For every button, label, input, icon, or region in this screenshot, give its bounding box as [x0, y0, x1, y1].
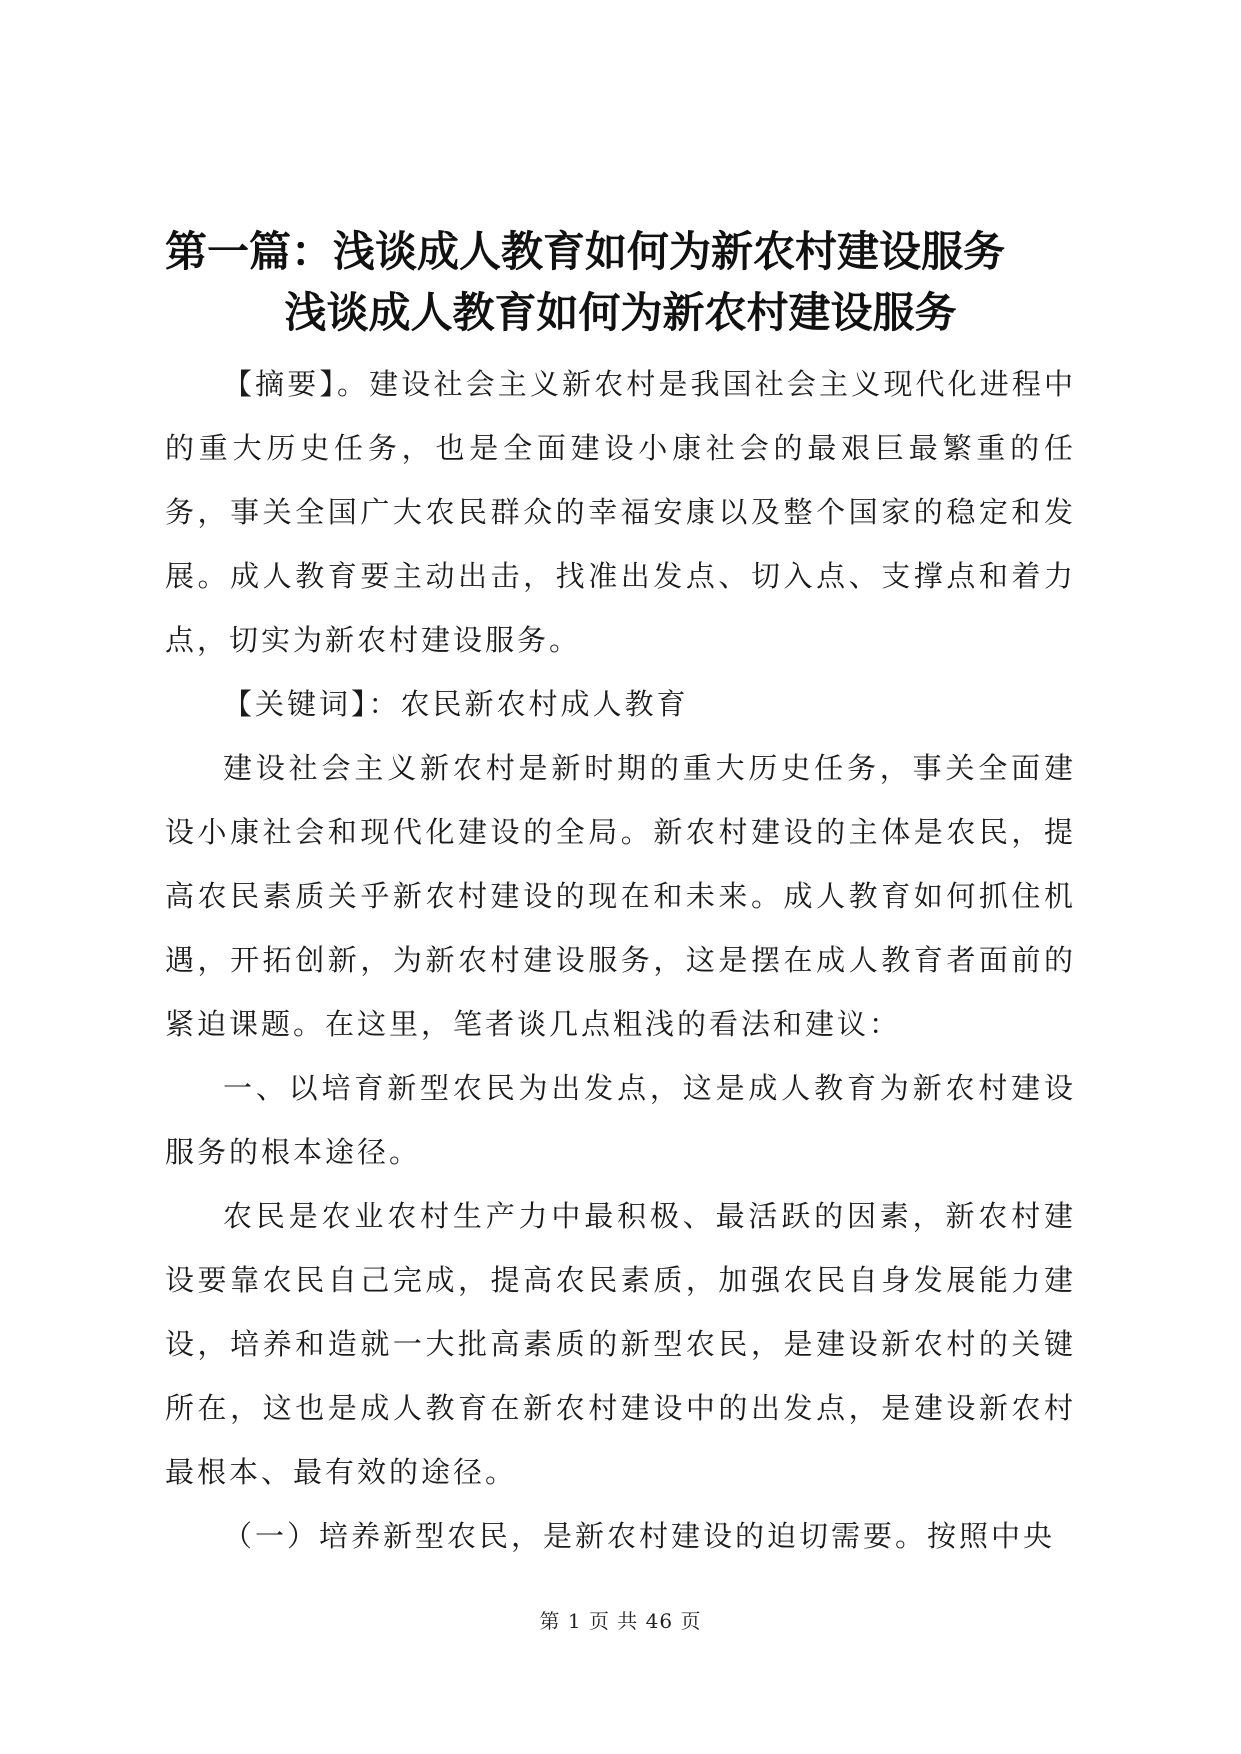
document-body: [165, 352, 1076, 1568]
abstract-paragraph: 【摘要】。建设社会主义新农村是我国社会主义现代化进程中的重大历史任务，也是全面建设小康社会的最艰巨最繁重的任务，事关全国广大农民群众的幸福安康以及整个国家的稳定和发展。成人教育要主动出击，找准出发点、切入点、支撑点和着力点，切实为新农村建设服务。: [165, 367, 1076, 657]
subsection-paragraph: （一）培养新型农民，是新农村建设的迫切需要。按照中央: [223, 1519, 1056, 1553]
body-paragraph: 建设社会主义新农村是新时期的重大历史任务，事关全面建设小康社会和现代化建设的全局。新农村建设的主体是农民，提高农民素质关乎新农村建设的现在和未来。成人教育如何抓住机遇，开拓创新，为新农村建设服务，这是摆在成人教育者面前的紧迫课题。在这里，笔者谈几点粗浅的看法和建议：: [165, 751, 1076, 1041]
document-subtitle: 浅谈成人教育如何为新农村建设服务: [284, 288, 957, 337]
page-footer: 第 1 页 共 46 页: [539, 1609, 702, 1633]
section-heading-1: 一、以培育新型农民为出发点，这是成人教育为新农村建设服务的根本途径。: [165, 1071, 1076, 1169]
document-title: 第一篇：浅谈成人教育如何为新农村建设服务: [165, 227, 1006, 276]
body-paragraph: 农民是农业农村生产力中最积极、最活跃的因素，新农村建设要靠农民自己完成，提高农民素质，加强农民自身发展能力建设，培养和造就一大批高素质的新型农民，是建设新农村的关键所在，这也是成人教育在新农村建设中的出发点，是建设新农村最根本、最有效的途径。: [165, 1199, 1076, 1489]
keywords-paragraph: 【关键词】：农民新农村成人教育: [223, 687, 689, 721]
